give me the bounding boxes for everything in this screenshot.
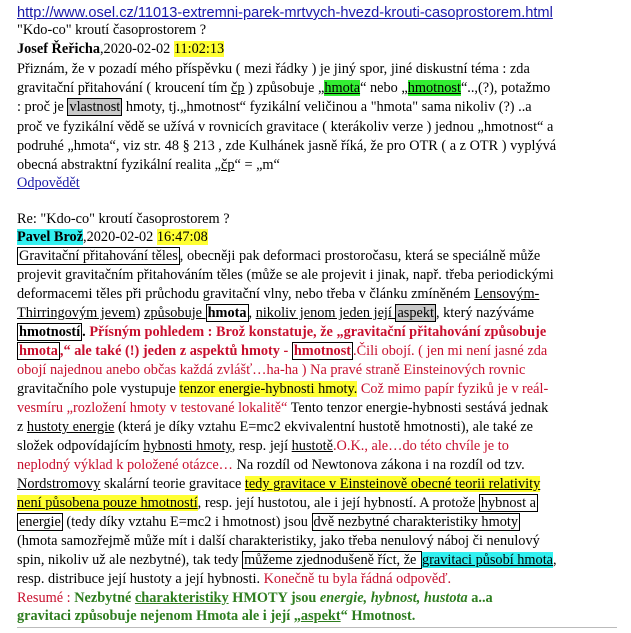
highlight-aspekt: aspekt (397, 305, 434, 321)
boxed-text: energie (19, 514, 61, 530)
text: : proč je (17, 99, 68, 115)
text: obecná abstraktní fyzikální realita „ (17, 157, 222, 173)
text: Tento tenzor energie-hybnosti sestává jednak (287, 400, 549, 416)
text: , který nazýváme (435, 305, 535, 321)
post2-subject: Re: "Kdo-co" kroutí časoprostorem ? (17, 211, 230, 227)
post2-line (17, 418, 533, 437)
text: hybnosti hmoty (143, 438, 232, 454)
green-text: Nezbytné (74, 590, 135, 606)
highlight-vlastnost: vlastnost (69, 99, 121, 115)
post2-date: ,2020-02-02 (83, 229, 157, 245)
post2-line: (hmota samozřejmě může mít i další charakteristiky, jako třeba nenulový náboj či nenulový (17, 533, 540, 549)
text: “ nebo „ (360, 80, 408, 96)
resume-label: Resumé : (17, 590, 75, 606)
post2-line (17, 570, 451, 589)
text: spin, nikoliv už ale nezbytné), tak tedy (17, 552, 243, 568)
post2-line (17, 551, 557, 570)
highlight-tenzor: tenzor energie-hybnosti hmoty. (179, 381, 358, 397)
boxed-hmotnost: hmotnost (293, 343, 352, 359)
post2-line (17, 399, 548, 418)
post2-line (17, 342, 547, 361)
red-comment: Konečně tu byla řádná odpověď. (263, 571, 452, 587)
text: skalární teorie gravitace (100, 476, 245, 492)
text: ) (135, 305, 145, 321)
highlight-einstein: tedy gravitace v Einsteinově obecné teorii relativity (244, 476, 541, 492)
post1-line (17, 79, 550, 98)
text: Nordstromovy (17, 476, 101, 492)
green-text: “ Hmotnost. (340, 608, 416, 624)
text: , resp. její (231, 438, 292, 454)
post2-author: Pavel Brož (17, 229, 84, 245)
text: deformacemi těles při průchodu gravitační vlny, nebo třeba v článku zmíněném (17, 286, 475, 302)
highlight-hmotnost: hmotnost (407, 80, 461, 96)
text: resp. distribuce její hustoty a její hybnosti. (17, 571, 264, 587)
mixed-text: obojí najednou anebo občas každá zvlášť…ha-ha ) Na pravé straně Einsteinových rovnic (17, 362, 526, 378)
post1-header (17, 40, 224, 59)
article-link[interactable]: http://www.osel.cz/11013-extremni-parek-mrtvych-hvezd-krouti-casoprostorem.html (17, 5, 553, 21)
post2-line (17, 361, 525, 380)
post2-line: projevit gravitačním přitahováním těles (může se ale projevit i jinak, např. třeba periodickými (17, 267, 554, 283)
red-comment: Což mimo papír fyziků je v reál- (357, 381, 549, 397)
text: nikoliv jenom jeden její (255, 305, 396, 321)
red-comment: .Čili obojí. ( jen mi není jasné zda (353, 343, 548, 359)
post1-time: 11:02:13 (173, 41, 225, 57)
resume-line (17, 589, 493, 608)
text: gravitačního pole vystupuje (17, 381, 180, 397)
resume-line (17, 607, 415, 626)
post1-author: Josef Řeřicha (17, 41, 100, 57)
text: (která je díky vztahu E=mc2 ekvivalentní hustotě hmotnosti), ale také ze (114, 419, 533, 435)
green-text: a..a (467, 590, 493, 606)
text: složek odpovídajícím (17, 438, 144, 454)
green-italic: energie, hybnost, hustota (319, 590, 468, 606)
post2-line (17, 513, 520, 532)
text: , resp. její hustotou, ale i její hybností. A protože (197, 495, 479, 511)
post1-line: proč ve fyzikální vědě se užívá v rovnicích gravitace ( kterákoliv verze ) jednou „hmotnost“ a (17, 119, 554, 135)
red-comment: vesmíru „rozložení hmoty v testované lokalitě“ (17, 400, 288, 416)
post1-line (17, 156, 280, 175)
text: způsobuje (144, 305, 206, 321)
text: ) způsobuje „ (244, 80, 325, 96)
post1-date: ,2020-02-02 (99, 41, 171, 57)
post2-line (17, 285, 539, 304)
text: čp (221, 157, 235, 173)
text: hustotě (291, 438, 333, 454)
post1-reply-link[interactable]: Odpovědět (17, 175, 80, 191)
post2-time: 16:47:08 (156, 229, 208, 245)
post2-line (17, 475, 540, 494)
post2-line (17, 304, 534, 323)
red-comment: ,“ ale také (!) jeden z aspektů hmoty - (59, 343, 292, 359)
highlight-gravitaci: gravitaci působí hmota (421, 552, 554, 568)
post1-line: Přiznám, že v pozadí mého příspěvku ( mezi řádky ) je jiný spor, jiné diskustní téma : zda (17, 61, 530, 77)
text: Na rozdíl od Newtonova zákona i na rozdíl od tzv. (232, 457, 525, 473)
text: hustoty energie (26, 419, 115, 435)
text: z (17, 419, 27, 435)
text: Lensovým- (474, 286, 540, 302)
text: , obecněji pak deformaci prostoročasu, která se speciálně může (179, 248, 541, 264)
post2-line (17, 323, 546, 342)
red-comment: .O.K., ale…do této chvíle je to (332, 438, 509, 454)
text: . (82, 324, 90, 340)
post2-line (17, 380, 548, 399)
boxed-hmotnosti: hmotností (19, 324, 81, 340)
boxed-text: Gravitační přitahování těles (19, 248, 178, 264)
red-comment: neplodný výklad k položené otázce… (17, 457, 233, 473)
green-text: charakteristiky (134, 590, 229, 606)
post2-line (17, 437, 509, 456)
post1-reply-line (17, 174, 80, 193)
text: Thirringovým jevem (17, 305, 136, 321)
green-text: HMOTY jsou (228, 590, 320, 606)
boxed-hmota: hmota (207, 305, 247, 321)
green-text: gravitaci způsobuje nejenom Hmota ale i její „ (17, 608, 301, 624)
text: gravitační přitahování ( kroucení tím (17, 80, 231, 96)
divider (17, 627, 617, 628)
text: , (248, 305, 256, 321)
highlight-pouze: není působena pouze hmotností (17, 495, 198, 511)
boxed-hmota: hmota (19, 343, 58, 359)
post1-subject: "Kdo-co" kroutí časoprostorem ? (17, 22, 207, 38)
text: čp (231, 80, 245, 96)
post2-header (17, 228, 208, 247)
text: “..,(?), potažmo (460, 80, 551, 96)
post2-line (17, 456, 525, 475)
post1-line (17, 98, 532, 117)
highlight-hmota: hmota (324, 80, 361, 96)
boxed-text: dvě nezbytné charakteristiky hmoty (313, 514, 518, 530)
boxed-text: hybnost a (480, 495, 537, 511)
post2-line (17, 494, 538, 513)
post1-line: podruhé „hmota“, viz str. 48 § 213 , zde Kulhánek jasně říká, že pro OTR ( a z OTR ) vyplývá (17, 138, 557, 154)
text: , (553, 552, 557, 568)
text: (tedy díky vztahu E=mc2 i hmotnost) jsou (62, 514, 312, 530)
post2-line (17, 247, 540, 266)
text: “ = „m“ (234, 157, 280, 173)
green-text: aspekt (300, 608, 341, 624)
text: hmoty, tj.„hmotnost“ fyzikální veličinou a "hmota" sama nikoliv (?) ..a (122, 99, 532, 115)
boxed-text: můžeme zjednodušeně říct, že (244, 552, 420, 568)
red-comment: Přísným pohledem : Brož konstatuje, že „gravitační přitahování způsobuje (89, 324, 547, 340)
